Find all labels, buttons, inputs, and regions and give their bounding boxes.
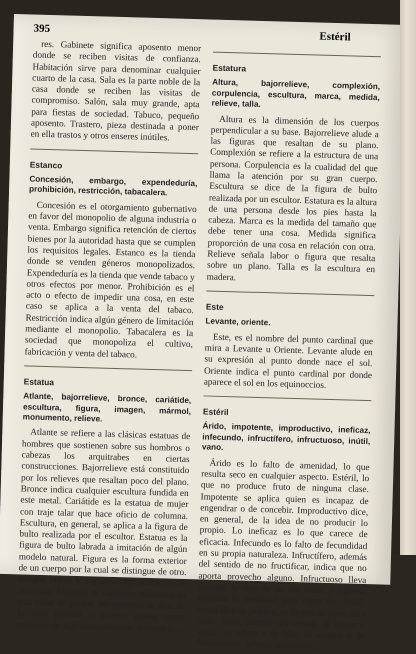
entry-text-esteril: Árido es lo falto de amenidad, lo que resulta seco en cualquier aspecto. Estéril, lo que no produce fruto de ninguna clase. Impotente se aplica quien es incapaz de engendrar o de concebir. Improductivo dice, en general, de la idea de no producir lo propio. Lo ineficaz es lo que carece de eficacia. Infecundo es lo falto de fecundidad en su propia naturaleza. Infructífero, además del sentido de no fructificar, indica que no aporta provecho alguno. Infructuoso lleva consigo la idea de no dar fruto, y expresa también la inutilidad para algún fin. Inútil, como dice la palabra, es lo que no sirve para nada. Vano, además del sentido de hueco o vacío, se aplica a lo falto de solidez y de fundamento. Infértil, infecundo... (196, 457, 370, 652)
entry-head-estatura: Estatura (212, 62, 247, 74)
entry-text-este: Este, es el nombre del punto cardinal que mira a Levante u Oriente. Levante alude en su expresión al punto donde nace el sol. Oriente indica el punto cardinal por donde aparece el sol en los equinoccios. (203, 331, 374, 390)
page-number: 395 (33, 22, 51, 36)
entry-synonyms-estanco: Concesión, embargo, expendeduría, prohibición, restricción, tabacalera. (28, 174, 198, 198)
entry-synonyms-estatura: Altura, bajorrelieve, complexión, corpulencia, escultura, marca, medida, relieve, talla. (211, 77, 381, 110)
section-divider (206, 290, 374, 296)
entry-text-estanco: Concesión es el otorgamiento gubernativo en favor del monopolio de alguna industria o venta. Embargo significa retención de ciertos bienes por la autoridad hasta que se cumplen los requisitos legales. Estanco es la tienda donde se venden géneros monopolizados. Expendeduría es la tienda que vende tabaco y otros efectos por menor. Prohibición es el acto o efecto de impedir una cosa, en este caso se aplica a la venta del tabaco. Restricción indica algún género de limitación mediante el monopolio. Tabacalera es la sociedad que monopoliza el cultivo, fabricación y venta del tabaco. (24, 199, 197, 360)
entry-head-esteril: Estéril (202, 406, 229, 418)
section-divider (30, 148, 198, 154)
entry-head-estatua: Estatua (23, 376, 55, 388)
left-column (17, 39, 201, 635)
book-page (0, 14, 406, 652)
entry-head-estanco: Estanco (29, 159, 63, 171)
section-divider (24, 365, 192, 371)
right-column (196, 44, 381, 654)
left-intro-text: res. Gabinete significa aposento menor donde se reciben visitas de confianza. Habitación sirve para denominar cualquier cuarto de la casa. Sala es la parte noble de la casa donde se reciben las visitas de compromiso. Salón, sala muy grande, apta para fiestas de sociedad. Tabuco, pequeño aposento. Trastero, pieza destinada a poner en ella trastos y otros enseres inútiles. (30, 38, 202, 143)
entry-synonyms-esteril: Árido, impotente, improductivo, ineficaz, infecundo, infructífero, infructuoso, inútil, vano. (201, 421, 371, 453)
entry-text-estatua: Atlante se refiere a las clásicas estatuas de hombres que sostienen sobre sus hombros o cabezas los arquitrabes en ciertas construcciones. Bajorrelieve está constituido por los relieves que resaltan poco del plano. Bronce indica cualquier escultura fundida en este metal. Cariátide es la estatua de mujer con traje talar que hace oficio de columna. Escultura, en general, se aplica a la figura de bulto realizada por el escultor. Estatua es la figura de bulto labrada a imitación de algún modelo natural. Figura es la forma exterior de un cuerpo por la cual se distingue de otro. Imagen indica la figura o representación de una cosa. Mármol es cualquier escultura en esta clase de piedra. Monumento se dice de la obra pública y patente puesta como recuerdo de algo extraordinario. Relieve es... (16, 427, 191, 634)
running-head: Estéril (319, 30, 351, 44)
section-divider (203, 396, 371, 402)
entry-text-estatura: Altura es la dimensión de los cuerpos perpendicular a su base. Bajorrelieve alude a las figuras que resaltan de su plano. Complexión se refiere a la estructura de una persona. Corpulencia es la cualidad del que llama la atención por su gran cuerpo. Escultura se dice de la figura de bulto realizada por un escultor. Estatura es la altura de una persona desde los pies hasta la cabeza. Marca es la medida del tamaño que debe tener una cosa. Medida significa proporción de una cosa en relación con otra. Relieve señala labor o figura que resalta sobre un plano. Talla es la escultura en madera. (206, 113, 380, 282)
page-edge (400, 0, 416, 555)
entry-synonyms-estatua: Atlante, bajorrelieve, bronce, cariátide, escultura, figura, imagen, mármol, monumento, relieve. (22, 391, 192, 424)
entry-head-este: Este (205, 301, 224, 312)
entry-synonyms-este: Levante, oriente. (205, 316, 271, 328)
section-divider (213, 52, 381, 58)
